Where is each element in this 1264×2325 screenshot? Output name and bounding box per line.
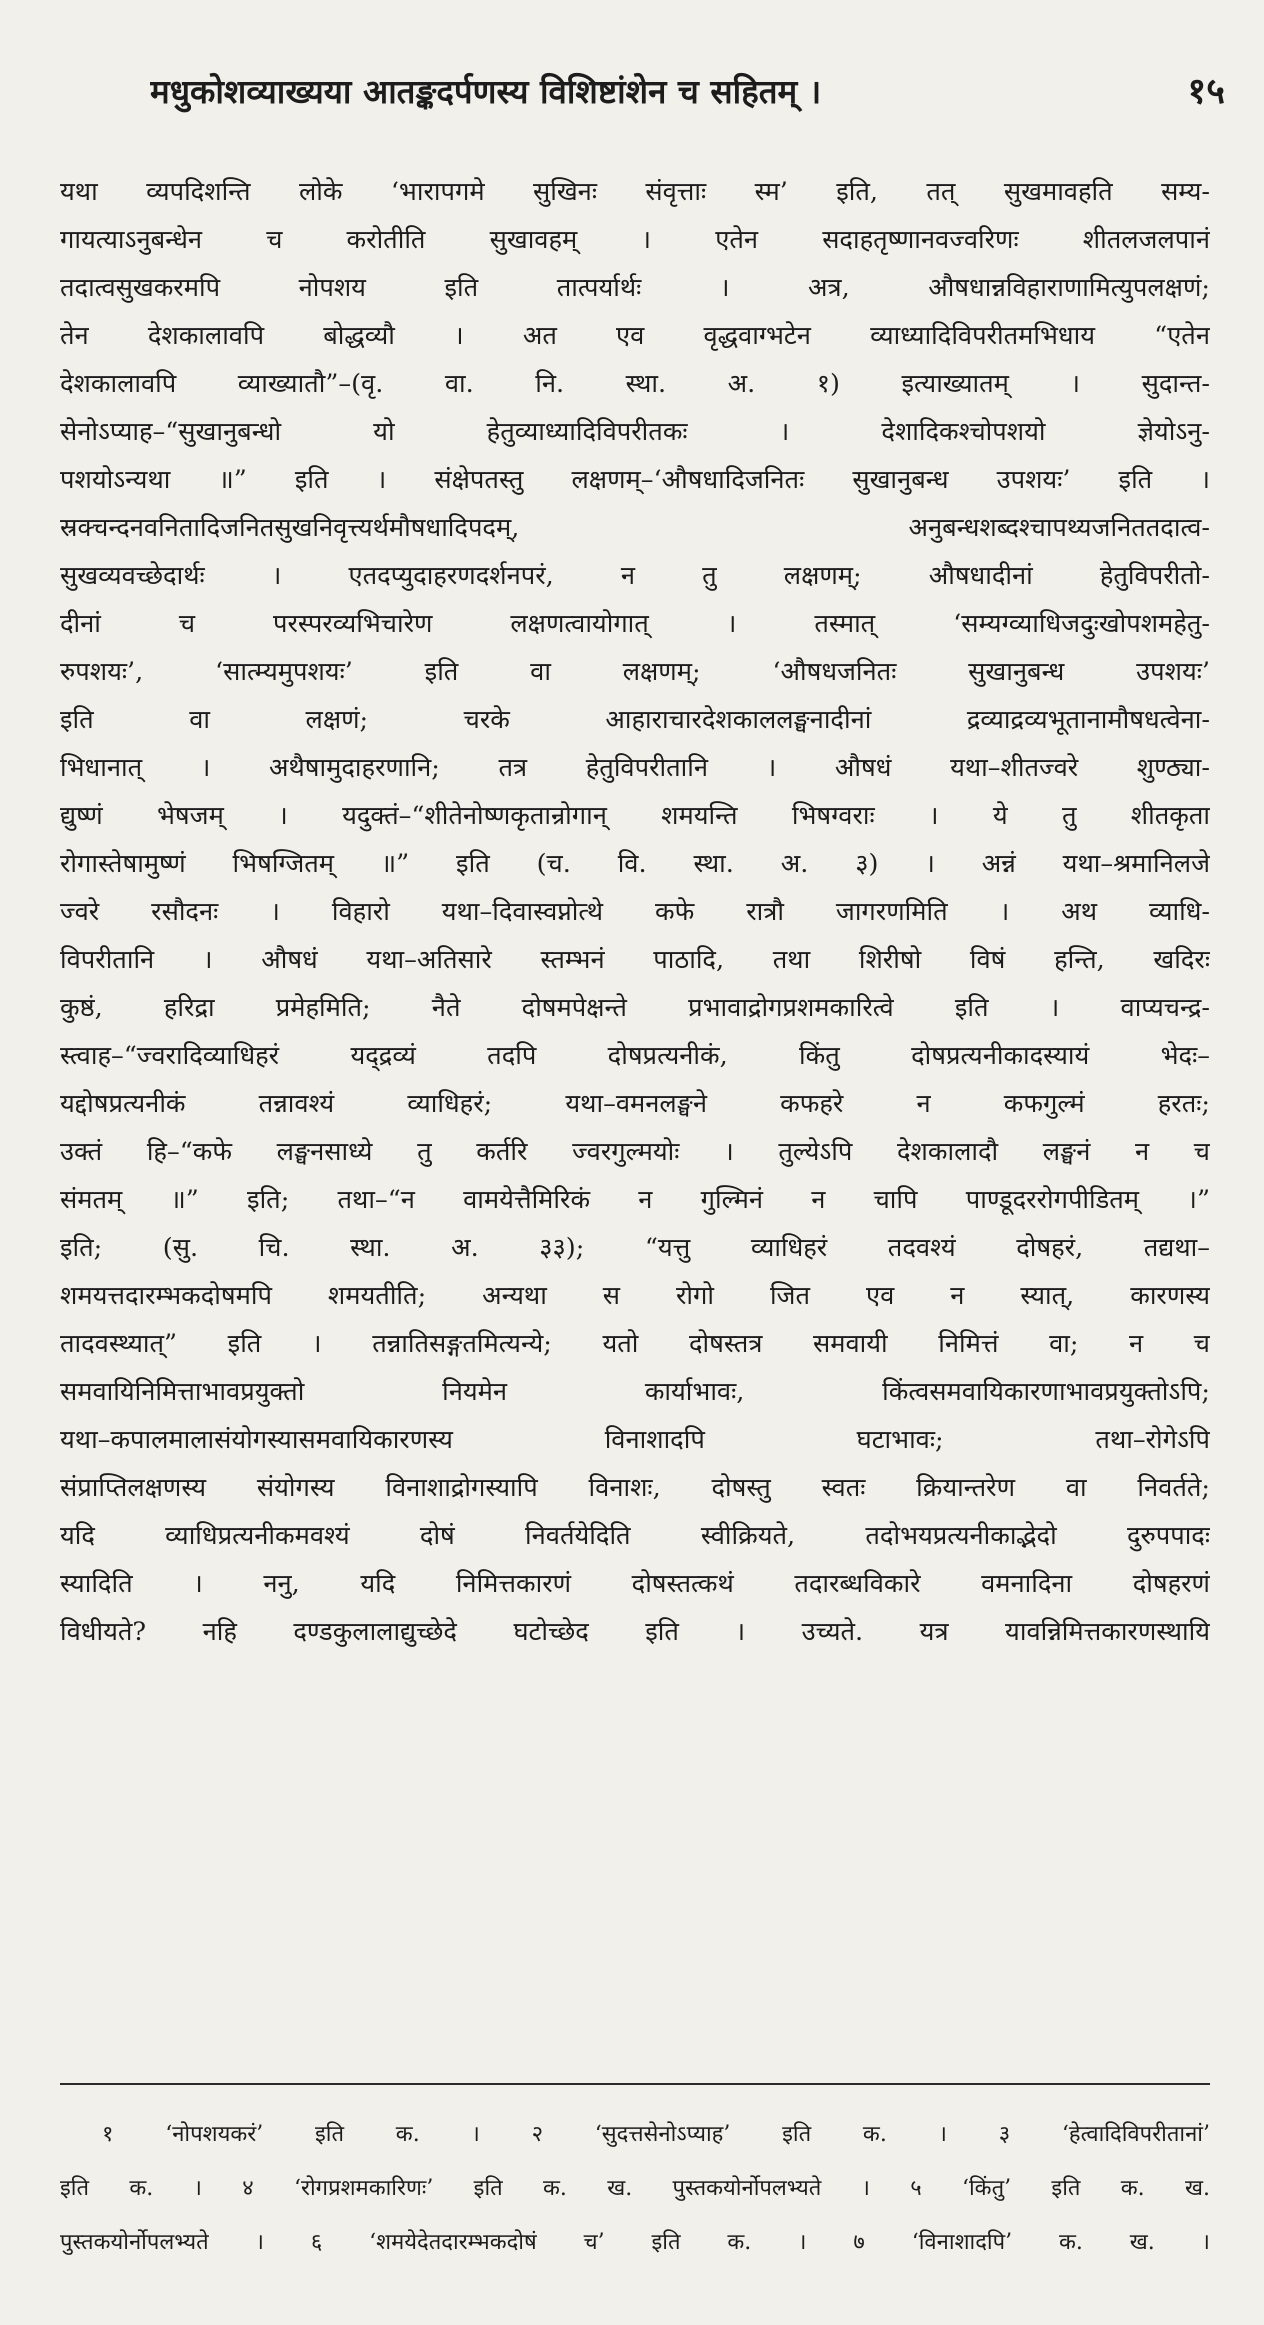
text-line: गायत्याऽनुबन्धेन च करोतीति सुखावहम् । एतेन सदाहतृष्णानवज्वरिणः शीतलजलपानं — [60, 225, 1210, 255]
text-line: स्यादिति । ननु, यदि निमित्तकारणं दोषस्तत्कथं तदारब्धविकारे वमनादिना दोषहरणं — [60, 1569, 1210, 1599]
footnotes — [60, 2108, 1210, 2270]
text-line: तेन देशकालावपि बोद्धव्यौ । अत एव वृद्धवाग्भटेन व्याध्यादिविपरीतमभिधाय “एतेन — [60, 321, 1210, 351]
main-text — [60, 168, 1210, 1656]
text-line: तादवस्थ्यात्” इति । तन्नातिसङ्गतमित्यन्ये; यतो दोषस्तत्र समवायी निमित्तं वा; न च — [60, 1329, 1210, 1359]
text-line: उक्तं हि–“कफे लङ्घनसाध्ये तु कर्तरि ज्वरगुल्मयोः । तुल्येऽपि देशकालादौ लङ्घनं न च — [60, 1137, 1210, 1167]
text-line: रोगास्तेषामुष्णं भिषग्जितम् ॥” इति (च. वि. स्था. अ. ३) । अन्नं यथा–श्रमानिलजे — [60, 849, 1210, 879]
text-line: यद्दोषप्रत्यनीकं तन्नावश्यं व्याधिहरं; यथा–वमनलङ्घने कफहरे न कफगुल्मं हरतः; — [60, 1089, 1210, 1119]
text-line: स्त्वाह–“ज्वरादिव्याधिहरं यद्द्रव्यं तदपि दोषप्रत्यनीकं, किंतु दोषप्रत्यनीकादस्यायं भेदः– — [60, 1041, 1210, 1071]
text-line: विधीयते? नहि दण्डकुलालाद्युच्छेदे घटोच्छेद इति । उच्यते. यत्र यावन्निमित्तकारणस्थायि — [60, 1617, 1210, 1647]
text-line: तदात्वसुखकरमपि नोपशय इति तात्पर्यार्थः । अत्र, औषधान्नविहाराणामित्युपलक्षणं; — [60, 273, 1210, 303]
text-line: रुपशयः’, ‘सात्म्यमुपशयः’ इति वा लक्षणम्; ‘औषधजनितः सुखानुबन्ध उपशयः’ — [60, 657, 1210, 687]
text-line: इति वा लक्षणं; चरके आहाराचारदेशकाललङ्घनादीनां द्रव्याद्रव्यभूतानामौषधत्वेना- — [60, 705, 1210, 735]
text-line: संप्राप्तिलक्षणस्य संयोगस्य विनाशाद्रोगस्यापि विनाशः, दोषस्तु स्वतः क्रियान्तरेण वा निवर्तते; — [60, 1473, 1210, 1503]
text-line: कुष्ठं, हरिद्रा प्रमेहमिति; नैते दोषमपेक्षन्ते प्रभावाद्रोगप्रशमकारित्वे इति । वाप्यचन्द्र- — [60, 993, 1210, 1023]
text-line: विपरीतानि । औषधं यथा–अतिसारे स्तम्भनं पाठादि, तथा शिरीषो विषं हन्ति, खदिरः — [60, 945, 1210, 975]
text-line: यथा–कपालमालासंयोगस्यासमवायिकारणस्य विनाशादपि घटाभावः; तथा–रोगेऽपि — [60, 1425, 1210, 1455]
footnote-line: इति क. । ४ ‘रोगप्रशमकारिणः’ इति क. ख. पुस्तकयोर्नोपलभ्यते । ५ ‘किंतु’ इति क. ख. — [60, 2176, 1210, 2201]
text-line: सुखव्यवच्छेदार्थः । एतदप्युदाहरणदर्शनपरं, न तु लक्षणम्; औषधादीनां हेतुविपरीतो- — [60, 561, 1210, 591]
text-line: भिधानात् । अथैषामुदाहरणानि; तत्र हेतुविपरीतानि । औषधं यथा–शीतज्वरे शुण्ठ्या- — [60, 753, 1210, 783]
text-line: दीनां च परस्परव्यभिचारेण लक्षणत्वायोगात् । तस्मात् ‘सम्यग्व्याधिजदुःखोपशमहेतु- — [60, 609, 1210, 639]
footnote-line: पुस्तकयोर्नोपलभ्यते । ६ ‘शमयेदेतदारम्भकदोषं च’ इति क. । ७ ‘विनाशादपि’ क. ख. । — [60, 2230, 1210, 2255]
header-title: मधुकोशव्याख्यया आतङ्कदर्पणस्य विशिष्टांशेन च सहितम् । — [150, 72, 822, 111]
text-line: संमतम् ॥” इति; तथा–“न वामयेत्तैमिरिकं न गुल्मिनं न चापि पाण्डूदररोगपीडितम् ।” — [60, 1185, 1210, 1215]
text-line: पशयोऽन्यथा ॥” इति । संक्षेपतस्तु लक्षणम्–‘औषधादिजनितः सुखानुबन्ध उपशयः’ इति । — [60, 465, 1210, 495]
footnote-line: १ ‘नोपशयकरं’ इति क. । २ ‘सुदत्तसेनोऽप्याह’ इति क. । ३ ‘हेत्वादिविपरीतानां’ — [102, 2122, 1210, 2147]
page-number: १५ — [1187, 71, 1225, 112]
text-line: यथा व्यपदिशन्ति लोके ‘भारापगमे सुखिनः संवृत्ताः स्म’ इति, तत् सुखमावहति सम्य- — [60, 177, 1210, 207]
text-line: ज्वरे रसौदनः । विहारो यथा–दिवास्वप्नोत्थे कफे रात्रौ जागरणमिति । अथ व्याधि- — [60, 897, 1210, 927]
text-line: समवायिनिमित्ताभावप्रयुक्तो नियमेन कार्याभावः, किंत्वसमवायिकारणाभावप्रयुक्तोऽपि; — [60, 1377, 1210, 1407]
text-line: इति; (सु. चि. स्था. अ. ३३); “यत्तु व्याधिहरं तदवश्यं दोषहरं, तद्यथा– — [60, 1233, 1210, 1263]
text-line: देशकालावपि व्याख्यातौ”–(वृ. वा. नि. स्था. अ. १) इत्याख्यातम् । सुदान्त- — [60, 369, 1210, 399]
text-line: यदि व्याधिप्रत्यनीकमवश्यं दोषं निवर्तयेदिति स्वीक्रियते, तदोभयप्रत्यनीकाद्भेदो दुरुपपादः — [60, 1521, 1210, 1551]
text-line: स्रक्चन्दनवनितादिजनितसुखनिवृत्त्यर्थमौषधादिपदम्, अनुबन्धशब्दश्चापथ्यजनिततदात्व- — [60, 513, 1210, 543]
text-line: शमयत्तदारम्भकदोषमपि शमयतीति; अन्यथा स रोगो जित एव न स्यात्, कारणस्य — [60, 1281, 1210, 1311]
footnote-divider — [60, 2083, 1210, 2085]
text-line: द्युष्णं भेषजम् । यदुक्तं–“शीतेनोष्णकृतान्रोगान् शमयन्ति भिषग्वराः । ये तु शीतकृता — [60, 801, 1210, 831]
running-header — [150, 62, 1225, 122]
text-line: सेनोऽप्याह–“सुखानुबन्धो यो हेतुव्याध्यादिविपरीतकः । देशादिकश्चोपशयो ज्ञेयोऽनु- — [60, 417, 1210, 447]
